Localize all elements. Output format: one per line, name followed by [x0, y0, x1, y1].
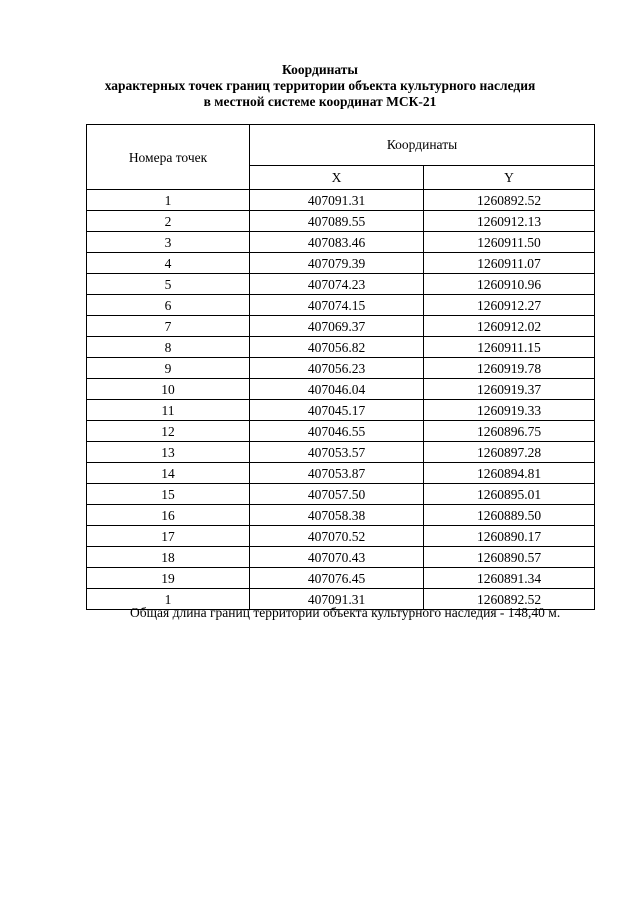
- y-coordinate-cell: 1260911.50: [424, 232, 595, 253]
- table-row: [87, 379, 595, 400]
- y-coordinate-cell: 1260919.33: [424, 400, 595, 421]
- y-coordinate-cell: 1260892.52: [424, 589, 595, 610]
- table-row: [87, 442, 595, 463]
- point-number-cell: 1: [87, 589, 250, 610]
- table-row: [87, 295, 595, 316]
- y-coordinate-cell: 1260912.02: [424, 316, 595, 337]
- table-row: [87, 274, 595, 295]
- x-coordinate-cell: 407091.31: [250, 190, 424, 211]
- table-row: [87, 421, 595, 442]
- table-row: [87, 484, 595, 505]
- table-row: [87, 316, 595, 337]
- x-coordinate-cell: 407074.23: [250, 274, 424, 295]
- y-coordinate-cell: 1260891.34: [424, 568, 595, 589]
- y-coordinate-cell: 1260897.28: [424, 442, 595, 463]
- y-coordinate-cell: 1260919.37: [424, 379, 595, 400]
- x-coordinate-cell: 407053.57: [250, 442, 424, 463]
- x-coordinate-cell: 407083.46: [250, 232, 424, 253]
- point-number-cell: 5: [87, 274, 250, 295]
- boundary-length-summary: Общая длина границ территории объекта культурного наследия - 148,40 м.: [130, 605, 561, 620]
- point-number-cell: 8: [87, 337, 250, 358]
- table-row: [87, 463, 595, 484]
- header-x: X: [250, 165, 424, 189]
- title-line-1: Координаты: [282, 62, 358, 77]
- y-coordinate-cell: 1260911.07: [424, 253, 595, 274]
- x-coordinate-cell: 407089.55: [250, 211, 424, 232]
- x-coordinate-cell: 407069.37: [250, 316, 424, 337]
- point-number-cell: 18: [87, 547, 250, 568]
- point-number-cell: 10: [87, 379, 250, 400]
- x-coordinate-cell: 407091.31: [250, 589, 424, 610]
- y-coordinate-cell: 1260890.57: [424, 547, 595, 568]
- x-coordinate-cell: 407056.82: [250, 337, 424, 358]
- point-number-cell: 13: [87, 442, 250, 463]
- title-line-3: в местной системе координат МСК-21: [203, 94, 437, 109]
- point-number-cell: 17: [87, 526, 250, 547]
- x-coordinate-cell: 407057.50: [250, 484, 424, 505]
- point-number-cell: 11: [87, 400, 250, 421]
- y-coordinate-cell: 1260910.96: [424, 274, 595, 295]
- y-coordinate-cell: 1260890.17: [424, 526, 595, 547]
- table-row: [87, 253, 595, 274]
- y-coordinate-cell: 1260892.52: [424, 190, 595, 211]
- x-coordinate-cell: 407058.38: [250, 505, 424, 526]
- point-number-cell: 9: [87, 358, 250, 379]
- x-coordinate-cell: 407079.39: [250, 253, 424, 274]
- x-coordinate-cell: 407074.15: [250, 295, 424, 316]
- y-coordinate-cell: 1260912.13: [424, 211, 595, 232]
- y-coordinate-cell: 1260889.50: [424, 505, 595, 526]
- x-coordinate-cell: 407053.87: [250, 463, 424, 484]
- table-row: [87, 358, 595, 379]
- table-row: [87, 547, 595, 568]
- header-coordinates: Координаты: [250, 125, 595, 166]
- x-coordinate-cell: 407045.17: [250, 400, 424, 421]
- table-row: [87, 337, 595, 358]
- x-coordinate-cell: 407046.04: [250, 379, 424, 400]
- table-row: [87, 232, 595, 253]
- x-coordinate-cell: 407076.45: [250, 568, 424, 589]
- point-number-cell: 3: [87, 232, 250, 253]
- point-number-cell: 12: [87, 421, 250, 442]
- table-row: [87, 400, 595, 421]
- point-number-cell: 4: [87, 253, 250, 274]
- point-number-cell: 16: [87, 505, 250, 526]
- x-coordinate-cell: 407070.52: [250, 526, 424, 547]
- coordinates-table: [86, 124, 595, 610]
- title-line-2: характерных точек границ территории объекта культурного наследия: [104, 78, 536, 93]
- point-number-cell: 1: [87, 190, 250, 211]
- table-row: [87, 211, 595, 232]
- x-coordinate-cell: 407070.43: [250, 547, 424, 568]
- point-number-cell: 7: [87, 316, 250, 337]
- x-coordinate-cell: 407056.23: [250, 358, 424, 379]
- point-number-cell: 14: [87, 463, 250, 484]
- y-coordinate-cell: 1260896.75: [424, 421, 595, 442]
- table-row: [87, 505, 595, 526]
- header-point-numbers: Номера точек: [87, 125, 250, 190]
- table-row: [87, 526, 595, 547]
- table-row: [87, 190, 595, 211]
- point-number-cell: 2: [87, 211, 250, 232]
- point-number-cell: 6: [87, 295, 250, 316]
- y-coordinate-cell: 1260911.15: [424, 337, 595, 358]
- y-coordinate-cell: 1260895.01: [424, 484, 595, 505]
- table-row: [87, 568, 595, 589]
- x-coordinate-cell: 407046.55: [250, 421, 424, 442]
- y-coordinate-cell: 1260919.78: [424, 358, 595, 379]
- point-number-cell: 15: [87, 484, 250, 505]
- header-y: Y: [424, 165, 595, 189]
- y-coordinate-cell: 1260912.27: [424, 295, 595, 316]
- point-number-cell: 19: [87, 568, 250, 589]
- document-title: [0, 62, 640, 110]
- y-coordinate-cell: 1260894.81: [424, 463, 595, 484]
